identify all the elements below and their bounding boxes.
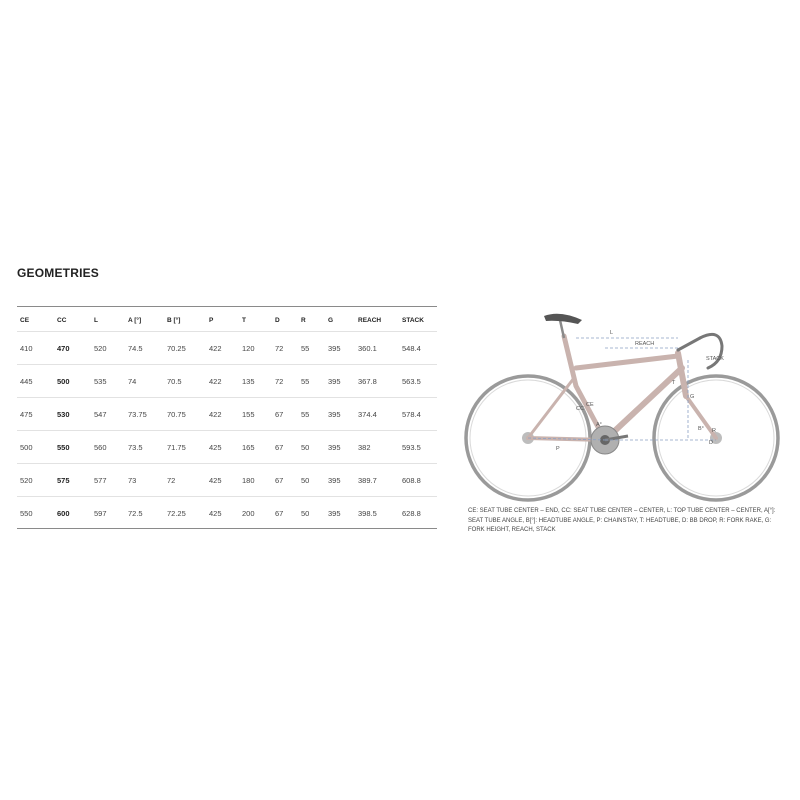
- label-p: P: [556, 446, 560, 452]
- table-cell: 70.5: [164, 365, 206, 398]
- label-t: T: [672, 380, 676, 386]
- column-header-l: L: [94, 316, 98, 324]
- table-cell: 395: [325, 332, 355, 365]
- table-cell: 389.7: [355, 464, 399, 497]
- label-d: D: [709, 440, 713, 446]
- table-bottom-rule: [17, 528, 437, 529]
- table-cell: 72: [272, 365, 298, 398]
- table-cell: 395: [325, 431, 355, 464]
- table-cell: 520: [17, 464, 54, 497]
- table-cell: 628.8: [399, 497, 437, 530]
- table-cell: 445: [17, 365, 54, 398]
- table-cell: 120: [239, 332, 272, 365]
- table-cell: 530: [54, 398, 91, 431]
- table-cell: 135: [239, 365, 272, 398]
- table-cell: 367.8: [355, 365, 399, 398]
- label-r: R: [712, 428, 716, 434]
- column-header-b: B [°]: [167, 316, 181, 324]
- table-cell: 382: [355, 431, 399, 464]
- table-cell: 425: [206, 497, 239, 530]
- table-cell: 398.5: [355, 497, 399, 530]
- column-header-t: T: [242, 316, 246, 324]
- label-stack: STACK: [706, 356, 724, 362]
- table-cell: 470: [54, 332, 91, 365]
- label-g: G: [690, 394, 695, 400]
- table-cell: 577: [91, 464, 125, 497]
- table-cell: 422: [206, 365, 239, 398]
- table-cell: 67: [272, 464, 298, 497]
- column-header-p: P: [209, 316, 214, 324]
- table-cell: 67: [272, 431, 298, 464]
- table-cell: 575: [54, 464, 91, 497]
- table-cell: 395: [325, 365, 355, 398]
- table-top-rule: [17, 306, 437, 307]
- label-a: A°: [596, 422, 602, 428]
- column-header-ce: CE: [20, 316, 30, 324]
- table-row: [17, 365, 437, 398]
- table-cell: 55: [298, 332, 325, 365]
- column-header-a: A [°]: [128, 316, 142, 324]
- table-cell: 67: [272, 497, 298, 530]
- label-cc: CC: [576, 406, 584, 412]
- table-cell: 50: [298, 497, 325, 530]
- column-header-r: R: [301, 316, 306, 324]
- table-cell: 50: [298, 464, 325, 497]
- label-l: L: [610, 330, 614, 336]
- table-cell: 593.5: [399, 431, 437, 464]
- table-cell: 500: [17, 431, 54, 464]
- table-cell: 395: [325, 497, 355, 530]
- table-cell: 548.4: [399, 332, 437, 365]
- table-cell: 71.75: [164, 431, 206, 464]
- table-row: [17, 398, 437, 431]
- table-row: [17, 332, 437, 365]
- table-cell: 180: [239, 464, 272, 497]
- table-cell: 597: [91, 497, 125, 530]
- column-header-cc: CC: [57, 316, 67, 324]
- saddle: [544, 314, 582, 338]
- table-cell: 50: [298, 431, 325, 464]
- table-cell: 578.4: [399, 398, 437, 431]
- bike-geometry-diagram: [460, 298, 790, 506]
- table-row: [17, 431, 437, 464]
- table-cell: 360.1: [355, 332, 399, 365]
- table-cell: 550: [17, 497, 54, 530]
- table-cell: 425: [206, 431, 239, 464]
- table-cell: 67: [272, 398, 298, 431]
- table-cell: 72.5: [125, 497, 164, 530]
- label-ce: CE: [586, 402, 594, 408]
- table-row: [17, 464, 437, 497]
- table-cell: 608.8: [399, 464, 437, 497]
- table-cell: 73: [125, 464, 164, 497]
- table-cell: 600: [54, 497, 91, 530]
- table-cell: 550: [54, 431, 91, 464]
- table-cell: 395: [325, 464, 355, 497]
- table-cell: 560: [91, 431, 125, 464]
- table-cell: 70.75: [164, 398, 206, 431]
- table-cell: 70.25: [164, 332, 206, 365]
- table-cell: 374.4: [355, 398, 399, 431]
- column-header-d: D: [275, 316, 280, 324]
- table-cell: 520: [91, 332, 125, 365]
- table-cell: 422: [206, 332, 239, 365]
- table-cell: 200: [239, 497, 272, 530]
- label-reach: REACH: [635, 341, 655, 347]
- table-cell: 74.5: [125, 332, 164, 365]
- table-cell: 500: [54, 365, 91, 398]
- table-cell: 563.5: [399, 365, 437, 398]
- table-cell: 73.75: [125, 398, 164, 431]
- table-cell: 73.5: [125, 431, 164, 464]
- table-cell: 395: [325, 398, 355, 431]
- column-header-reach: REACH: [358, 316, 382, 324]
- column-header-g: G: [328, 316, 334, 324]
- table-cell: 155: [239, 398, 272, 431]
- table-row: [17, 497, 437, 530]
- table-cell: 410: [17, 332, 54, 365]
- table-cell: 72.25: [164, 497, 206, 530]
- table-cell: 72: [164, 464, 206, 497]
- table-cell: 55: [298, 398, 325, 431]
- table-cell: 55: [298, 365, 325, 398]
- table-cell: 422: [206, 398, 239, 431]
- table-header-row: [17, 309, 437, 332]
- table-cell: 475: [17, 398, 54, 431]
- column-header-stack: STACK: [402, 316, 424, 324]
- table-cell: 74: [125, 365, 164, 398]
- label-b: B°: [698, 426, 704, 432]
- table-cell: 165: [239, 431, 272, 464]
- page-title: GEOMETRIES: [17, 266, 100, 280]
- table-cell: 535: [91, 365, 125, 398]
- geometry-table: [17, 309, 437, 529]
- table-cell: 425: [206, 464, 239, 497]
- table-cell: 72: [272, 332, 298, 365]
- diagram-caption: CE: SEAT TUBE CENTER – END, CC: SEAT TUBE CENTER – CENTER, L: TOP TUBE CENTER – CENTER, A[°]: SEAT TUBE ANGLE, B[°]: HEADTUBE ANGLE, P: CHAINSTAY, T: HEADTUBE, D: BB DROP, R: FORK RAKE, G: FORK HEIGHT, REACH, STACK: [468, 508, 776, 533]
- table-cell: 547: [91, 398, 125, 431]
- handlebar: [678, 334, 722, 368]
